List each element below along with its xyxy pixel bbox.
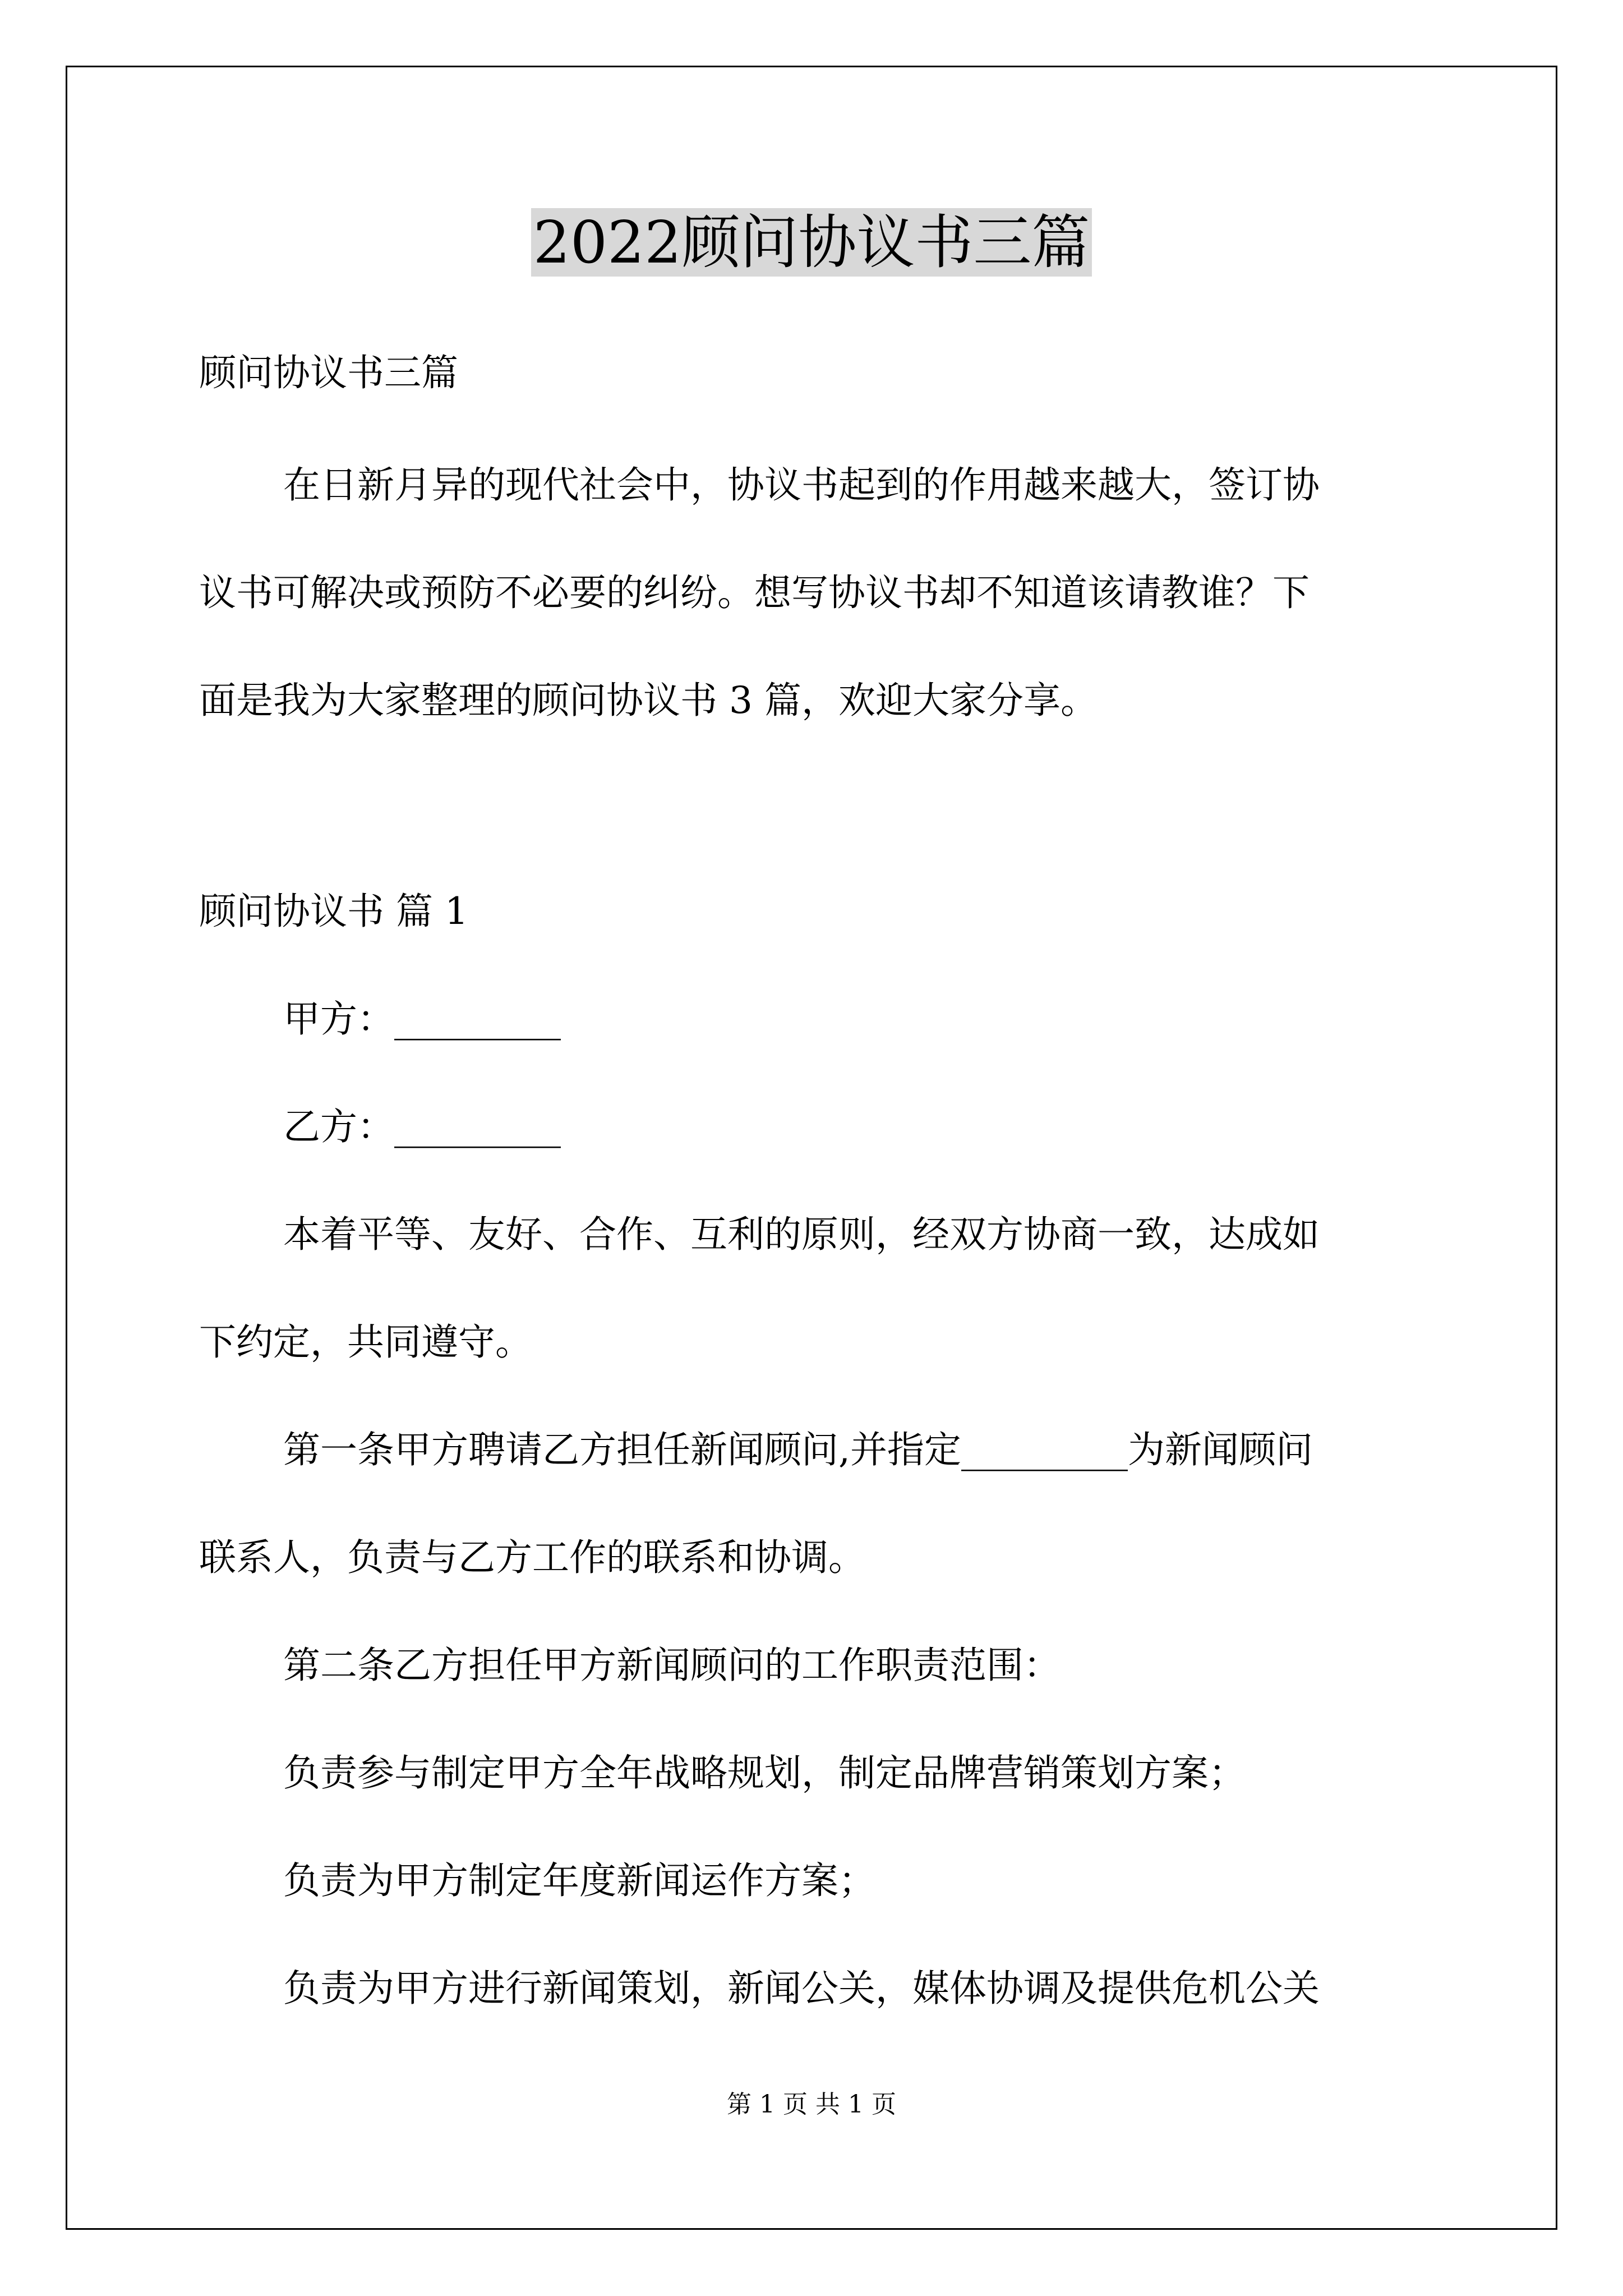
title-text: 2022顾问协议书三篇 — [531, 208, 1092, 277]
duty-2: 负责为甲方制定年度新闻运作方案； — [283, 1859, 875, 1902]
party-a: 甲方：_________ — [283, 997, 561, 1041]
intro-line-3: 面是我为大家整理的顾问协议书 3 篇，欢迎大家分享。 — [199, 679, 1098, 722]
page-footer: 第 1 页 共 1 页 — [727, 2090, 896, 2119]
article1-line-2: 联系人，负责与乙方工作的联系和协调。 — [199, 1536, 865, 1579]
intro-line-1: 在日新月异的现代社会中，协议书起到的作用越来越大，签订协 — [283, 463, 1320, 507]
duty-3: 负责为甲方进行新闻策划，新闻公关，媒体协调及提供危机公关 — [283, 1967, 1320, 2010]
document-title — [0, 203, 1623, 282]
article1-line-1: 第一条甲方聘请乙方担任新闻顾问,并指定_________为新闻顾问 — [283, 1428, 1313, 1471]
intro-line-2: 议书可解决或预防不必要的纠纷。想写协议书却不知道该请教谁？下 — [199, 571, 1310, 614]
party-b: 乙方：_________ — [283, 1105, 561, 1148]
duty-1: 负责参与制定甲方全年战略规划，制定品牌营销策划方案； — [283, 1751, 1246, 1795]
section-heading: 顾问协议书 篇 1 — [199, 890, 468, 933]
subtitle: 顾问协议书三篇 — [199, 351, 458, 394]
article2: 第二条乙方担任甲方新闻顾问的工作职责范围： — [283, 1644, 1061, 1687]
principle-line-2: 下约定，共同遵守。 — [199, 1320, 532, 1364]
principle-line-1: 本着平等、友好、合作、互利的原则，经双方协商一致，达成如 — [283, 1213, 1320, 1256]
